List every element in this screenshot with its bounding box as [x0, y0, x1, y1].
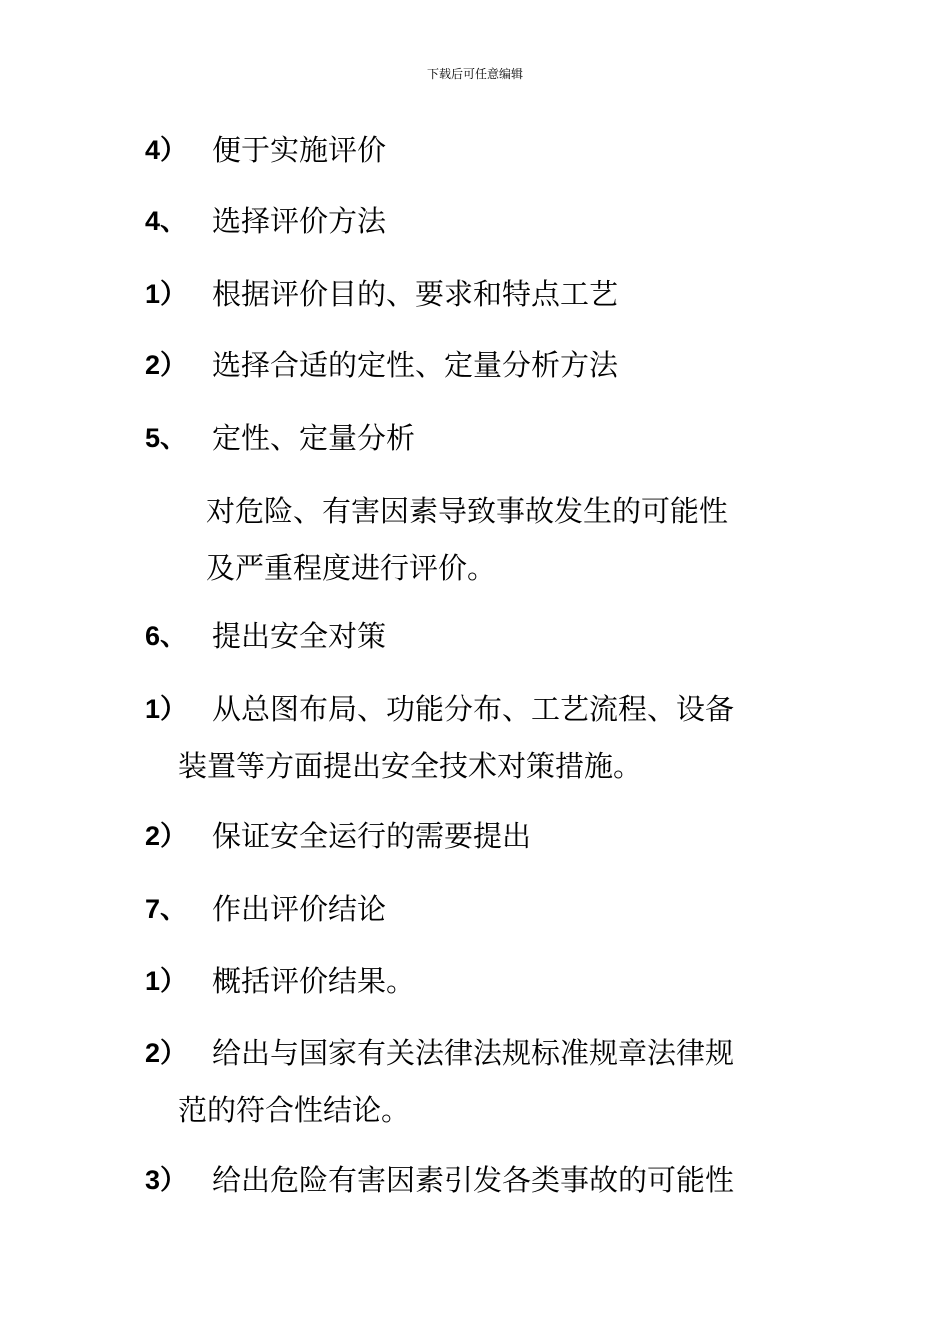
page-header: 下载后可任意编辑	[426, 67, 523, 81]
item-text: 根据评价目的、要求和特点工艺	[212, 277, 619, 311]
section-title: 提出安全对策	[212, 619, 387, 653]
section-title: 选择评价方法	[212, 204, 387, 238]
item-continuation: 装置等方面提出安全技术对策措施。	[178, 749, 643, 783]
item-continuation: 范的符合性结论。	[178, 1093, 411, 1127]
section-number: 5、	[145, 423, 188, 453]
paragraph-line: 对危险、有害因素导致事故发生的可能性	[206, 494, 729, 528]
item-text: 从总图布局、功能分布、工艺流程、设备	[212, 692, 735, 726]
item-text: 概括评价结果。	[212, 964, 416, 998]
section-number: 7、	[145, 894, 188, 924]
section-title: 定性、定量分析	[212, 421, 416, 455]
item-text: 保证安全运行的需要提出	[212, 819, 532, 853]
item-number: 2）	[145, 1038, 188, 1068]
item-number: 1）	[145, 279, 188, 309]
section-title: 作出评价结论	[212, 892, 387, 926]
item-number: 2）	[145, 821, 188, 851]
item-number: 3）	[145, 1165, 188, 1195]
item-number: 2）	[145, 350, 188, 380]
item-text: 选择合适的定性、定量分析方法	[212, 348, 619, 382]
section-number: 6、	[145, 621, 188, 651]
section-number: 4、	[145, 206, 188, 236]
item-number: 1）	[145, 694, 188, 724]
item-number: 1）	[145, 966, 188, 996]
paragraph-line: 及严重程度进行评价。	[206, 551, 497, 585]
item-text: 给出危险有害因素引发各类事故的可能性	[212, 1163, 735, 1197]
item-number: 4）	[145, 135, 188, 165]
item-text: 便于实施评价	[212, 133, 387, 167]
item-text: 给出与国家有关法律法规标准规章法律规	[212, 1036, 735, 1070]
